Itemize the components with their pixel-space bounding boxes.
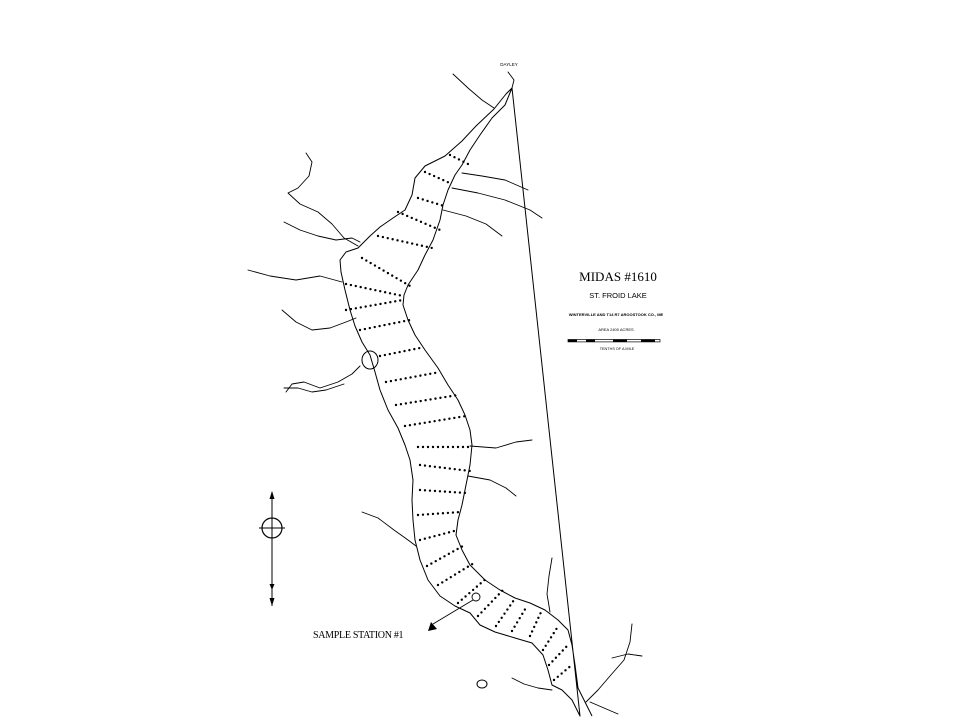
sample-station-label: SAMPLE STATION #1 [313,630,404,641]
transect-line [438,563,474,585]
transect-line [420,465,470,471]
transect-line [378,236,432,248]
transect-line [512,606,527,631]
transect-line [362,258,410,286]
stream [248,270,342,282]
depth-transects [346,155,573,680]
transect-line [405,416,466,426]
stream [284,222,360,242]
stream [470,440,532,448]
title-block [568,269,664,351]
stream [547,558,552,612]
transect-line [418,512,461,515]
transect-line [386,372,440,382]
transect-line [420,530,458,540]
lake-name: ST. FROID LAKE [589,291,647,300]
stream [512,678,552,690]
inlet-label: DAYLEY [500,62,518,67]
stream [362,512,416,546]
transect-line [420,490,466,493]
stream [443,210,502,236]
tributary-streams [248,72,642,714]
station-circle [472,593,480,601]
transect-line [398,212,440,230]
stream [282,310,356,330]
stream [612,654,642,658]
small-pond [477,680,487,688]
transect-line [418,198,444,206]
island [362,351,378,369]
transect-line [543,628,557,650]
stream [586,624,632,702]
transect-line [549,645,568,665]
stream [508,72,514,88]
transect-line [530,610,542,636]
transect-line [346,300,403,310]
transect-line [396,395,458,405]
transect-line [346,284,403,296]
transect-line [554,664,573,680]
transect-line [425,172,452,184]
transect-line [380,348,420,356]
location-text: WINTERVILLE AND T14 R7 AROOSTOOK CO., ME [568,312,664,317]
stream [468,476,516,496]
transect-line [496,600,514,626]
stream [288,153,358,246]
transect-line [478,590,503,616]
map-title: MIDAS #1610 [579,269,657,284]
stream [452,188,542,218]
area-text: AREA 2400 ACRES [598,327,634,332]
north-arrow-icon [259,491,285,606]
scale-label: TENTHS OF A MILE [599,347,635,351]
lake-shoreline [340,88,592,716]
scale-bar [568,340,660,342]
transect-line [427,546,463,566]
transect-line [360,320,410,330]
sample-station-marker [428,593,480,631]
station-triangle-icon [428,622,437,631]
stream [284,384,344,392]
stream [453,74,494,108]
stream [462,173,528,190]
stream [590,702,618,714]
